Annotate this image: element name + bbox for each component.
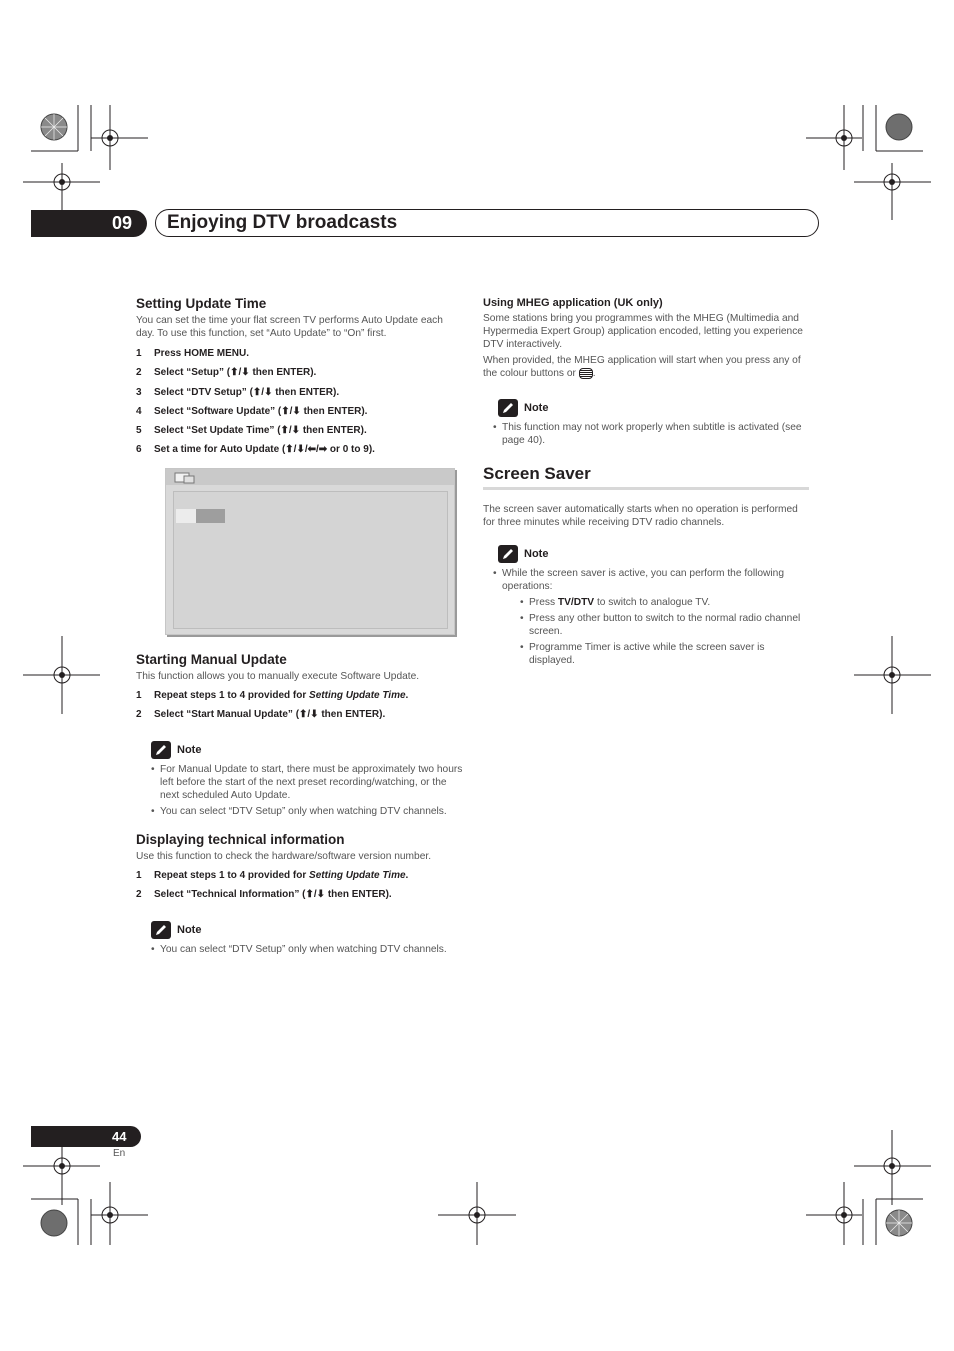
manual-step-2: 2 Select “Start Manual Update” (⬆/⬇ then ENTER). xyxy=(136,709,386,720)
mheg-paragraph-2: When provided, the MHEG application will start when you press any of the colour buttons or . xyxy=(483,355,801,379)
teletext-icon xyxy=(579,368,593,379)
note-item: • You can select “DTV Setup” only when watching DTV channels. xyxy=(151,805,466,818)
setting-update-time-section xyxy=(136,296,466,340)
starting-manual-update-intro: This function allows you to manually execute Software Update. xyxy=(136,671,420,682)
update-time-step: 5 Select “Set Update Time” (⬆/⬇ then ENTER). xyxy=(136,425,367,437)
mheg-heading: Using MHEG application (UK only) xyxy=(483,297,663,309)
note-pencil-icon xyxy=(151,741,171,759)
technical-info-heading: Displaying technical information xyxy=(136,832,345,847)
setting-update-time-steps xyxy=(136,347,466,456)
note-subitem: • Programme Timer is active while the screen saver is displayed. xyxy=(493,641,809,667)
section-rule xyxy=(483,487,809,490)
note-label: Note xyxy=(524,401,549,414)
tech-step-2: 2 Select “Technical Information” (⬆/⬇ then ENTER). xyxy=(136,889,392,900)
page-number: 44 xyxy=(112,1129,127,1144)
note-item: • This function may not work properly when subtitle is activated (see page 40). xyxy=(493,421,809,447)
note-item: • While the screen saver is active, you can perform the following operations: xyxy=(493,567,809,593)
technical-info-intro: Use this function to check the hardware/software version number. xyxy=(136,851,432,862)
update-time-step: 6 Set a time for Auto Update (⬆/⬇/⬅/➡ or 0 to 9). xyxy=(136,444,375,456)
note-item: • For Manual Update to start, there must be approximately two hours left before the start of the next preset recording/watching, or the next scheduled Auto Update. xyxy=(151,763,466,802)
mheg-paragraph-1: Some stations bring you programmes with the MHEG (Multimedia and Hypermedia Expert Group) application encoded, letting you experience DTV interactively. xyxy=(483,313,803,350)
manual-step-1: 1 Repeat steps 1 to 4 provided for Setting Update Time. xyxy=(136,690,409,701)
technical-info-section xyxy=(136,832,466,901)
mheg-note xyxy=(498,399,809,447)
update-time-step: 3 Select “DTV Setup” (⬆/⬇ then ENTER). xyxy=(136,386,340,398)
note-label: Note xyxy=(524,547,549,560)
update-time-step: 2 Select “Setup” (⬆/⬇ then ENTER). xyxy=(136,367,317,379)
time-field-cursor xyxy=(176,509,196,523)
screen-title-bar xyxy=(166,469,454,485)
setup-icon xyxy=(174,471,196,485)
note-pencil-icon xyxy=(498,399,518,417)
tech-step-1: 1 Repeat steps 1 to 4 provided for Setting Update Time. xyxy=(136,870,409,881)
screen-saver-heading: Screen Saver xyxy=(483,464,591,483)
update-time-step: 1 Press HOME MENU. xyxy=(136,348,250,359)
update-time-step: 4 Select “Software Update” (⬆/⬇ then ENTER). xyxy=(136,405,368,417)
note-pencil-icon xyxy=(498,545,518,563)
screen-saver-intro: The screen saver automatically starts when no operation is performed for three minutes while receiving DTV radio channels. xyxy=(483,504,798,528)
page-language: En xyxy=(113,1148,126,1159)
screen-saver-note xyxy=(498,545,809,667)
tv-screen-illustration xyxy=(165,468,455,635)
starting-manual-update-heading: Starting Manual Update xyxy=(136,652,287,667)
starting-manual-update-section xyxy=(136,652,466,721)
note-subitem: • Press TV/DTV to switch to analogue TV. xyxy=(493,596,809,609)
chapter-number: 09 xyxy=(112,213,133,233)
note-label: Note xyxy=(177,923,202,936)
technical-info-note xyxy=(151,921,466,956)
note-subitem: • Press any other button to switch to the normal radio channel screen. xyxy=(493,612,809,638)
note-item: • You can select “DTV Setup” only when watching DTV channels. xyxy=(151,943,466,956)
manual-update-note xyxy=(151,741,466,818)
setting-update-time-intro: You can set the time your flat screen TV performs Auto Update each day. To use this function, set “Auto Update” to “On” first. xyxy=(136,315,443,339)
chapter-title: Enjoying DTV broadcasts xyxy=(167,212,398,233)
note-label: Note xyxy=(177,743,202,756)
setting-update-time-heading: Setting Update Time xyxy=(136,296,267,311)
mheg-section xyxy=(483,296,809,380)
note-pencil-icon xyxy=(151,921,171,939)
screen-saver-section xyxy=(483,464,809,529)
